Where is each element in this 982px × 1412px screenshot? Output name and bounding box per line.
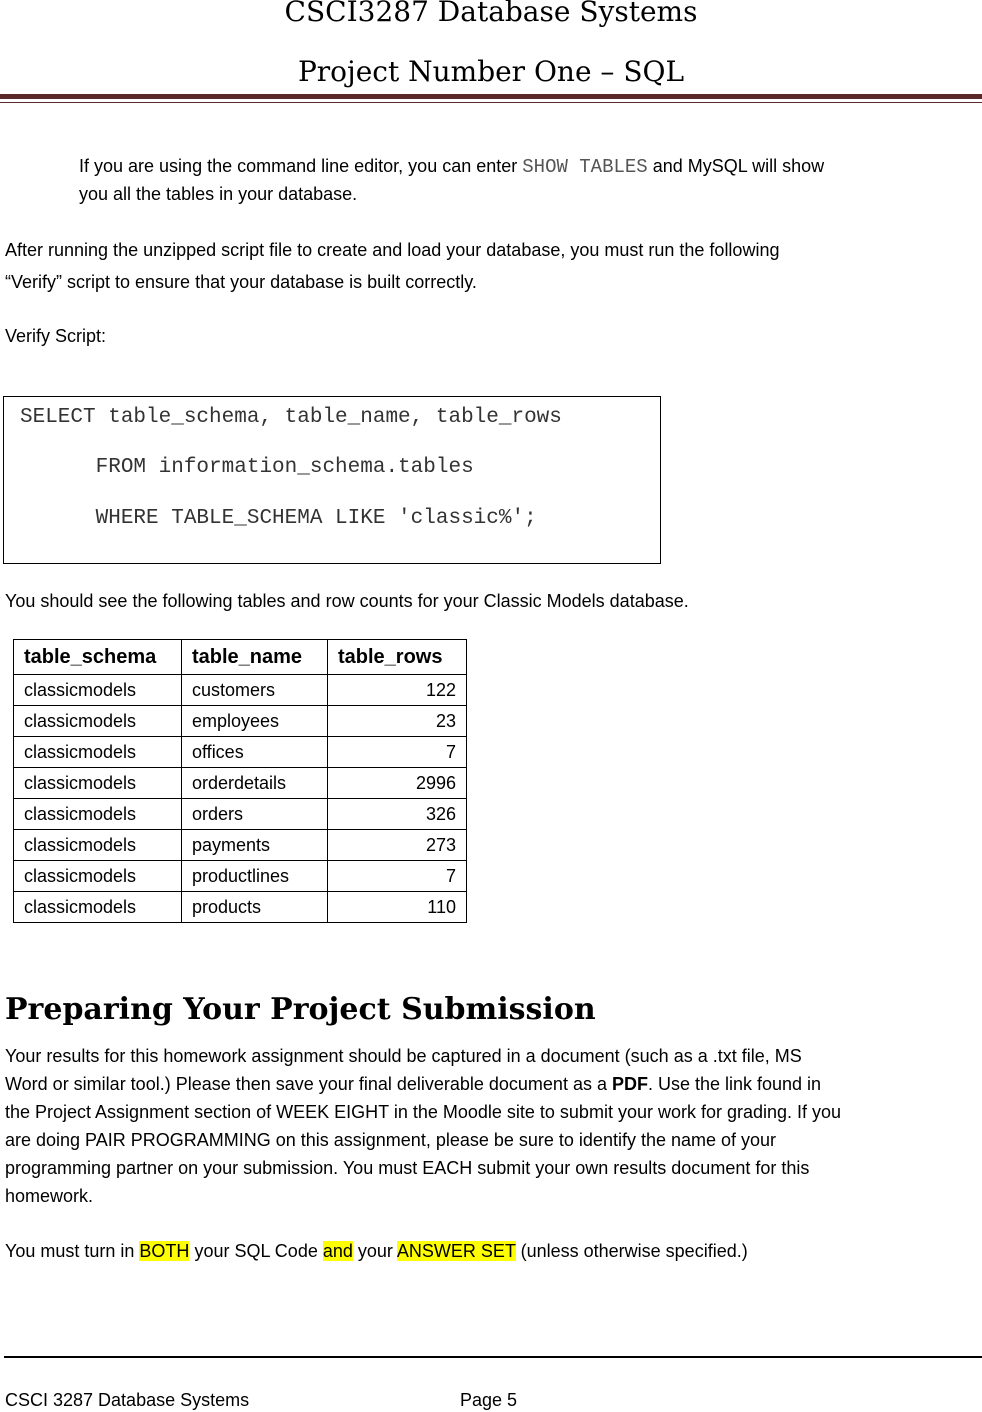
pdf-emphasis: PDF	[611, 1074, 648, 1094]
cell-schema: classicmodels	[14, 706, 182, 737]
cell-rows: 2996	[328, 768, 467, 799]
code-line-2: FROM information_schema.tables	[20, 456, 474, 479]
table-row	[14, 675, 467, 706]
table-row	[14, 799, 467, 830]
cell-rows: 7	[328, 861, 467, 892]
table-row	[14, 706, 467, 737]
submission-line: homework.	[5, 1186, 94, 1206]
cell-rows: 7	[328, 737, 467, 768]
cell-name: orders	[182, 799, 328, 830]
submission-heading: Preparing Your Project Submission	[5, 992, 596, 1027]
cell-schema: classicmodels	[14, 675, 182, 706]
cell-schema: classicmodels	[14, 768, 182, 799]
cell-name: productlines	[182, 861, 328, 892]
table-row	[14, 768, 467, 799]
verify-label: Verify Script:	[5, 326, 107, 346]
cell-schema: classicmodels	[14, 799, 182, 830]
cell-name: offices	[182, 737, 328, 768]
header-table-rows: table_rows	[328, 640, 467, 675]
cell-name: customers	[182, 675, 328, 706]
expected-row-counts-table	[13, 639, 467, 923]
cell-name: products	[182, 892, 328, 923]
header-title-line1: CSCI3287 Database Systems	[284, 0, 698, 28]
header-rule-thin	[0, 102, 982, 103]
expected-tables-text: You should see the following tables and row counts for your Classic Models database.	[5, 591, 689, 611]
submission-line: Your results for this homework assignment should be captured in a document (such as a .txt file, MS	[5, 1046, 802, 1066]
cell-schema: classicmodels	[14, 892, 182, 923]
footer-rule	[4, 1356, 982, 1358]
header-table-name: table_name	[182, 640, 328, 675]
highlight-and: and	[322, 1241, 353, 1261]
cell-name: payments	[182, 830, 328, 861]
cell-name: employees	[182, 706, 328, 737]
highlight-answer-set: ANSWER SET	[396, 1241, 516, 1261]
cell-schema: classicmodels	[14, 861, 182, 892]
submission-paragraph	[5, 1042, 841, 1210]
after-running-line2: “Verify” script to ensure that your database is built correctly.	[5, 272, 477, 292]
footer-page-number: Page 5	[460, 1390, 518, 1410]
table-row	[14, 892, 467, 923]
code-line-1: SELECT table_schema, table_name, table_rows	[20, 406, 562, 429]
turn-in-line: You must turn in BOTH your SQL Code and your ANSWER SET (unless otherwise specified.)	[5, 1241, 748, 1261]
cell-name: orderdetails	[182, 768, 328, 799]
header-rule-thick	[0, 94, 982, 99]
show-tables-line2: you all the tables in your database.	[79, 184, 358, 204]
code-line-3: WHERE TABLE_SCHEMA LIKE 'classic%';	[20, 507, 537, 530]
cell-rows: 326	[328, 799, 467, 830]
table-header-row	[14, 640, 467, 675]
highlight-both: BOTH	[139, 1241, 190, 1261]
submission-line: the Project Assignment section of WEEK EIGHT in the Moodle site to submit your work for grading. If you	[5, 1102, 842, 1122]
verify-script-box	[3, 396, 661, 564]
table-row	[14, 861, 467, 892]
show-tables-command: SHOW TABLES	[522, 156, 648, 178]
cell-rows: 122	[328, 675, 467, 706]
submission-line: programming partner on your submission. You must EACH submit your own results document for this	[5, 1158, 810, 1178]
header-table-schema: table_schema	[14, 640, 182, 675]
table-row	[14, 737, 467, 768]
cell-rows: 23	[328, 706, 467, 737]
show-tables-line1: If you are using the command line editor, you can enter SHOW TABLES and MySQL will show	[79, 156, 825, 178]
footer-course: CSCI 3287 Database Systems	[5, 1390, 250, 1410]
cell-schema: classicmodels	[14, 830, 182, 861]
after-running-line1: After running the unzipped script file to create and load your database, you must run the following	[5, 240, 780, 260]
cell-schema: classicmodels	[14, 737, 182, 768]
submission-line: Word or similar tool.) Please then save your final deliverable document as a PDF. Use the link found in	[5, 1074, 822, 1094]
cell-rows: 273	[328, 830, 467, 861]
header-title-line2: Project Number One – SQL	[297, 55, 685, 88]
cell-rows: 110	[328, 892, 467, 923]
submission-line: are doing PAIR PROGRAMMING on this assignment, please be sure to identify the name of your	[5, 1130, 777, 1150]
table-row	[14, 830, 467, 861]
